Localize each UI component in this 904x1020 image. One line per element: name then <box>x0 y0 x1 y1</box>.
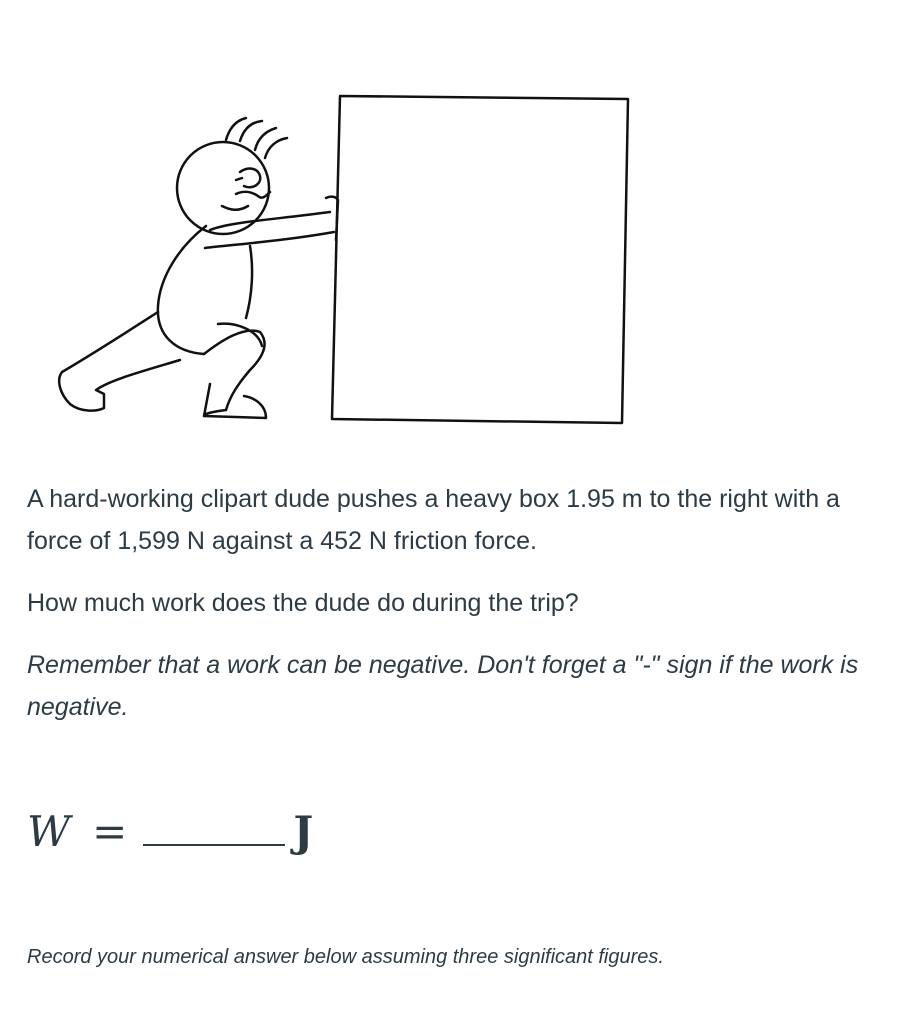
equation-equals: = <box>92 807 128 856</box>
answer-instruction: Record your numerical answer below assuming three significant figures. <box>27 946 664 968</box>
question-paragraph-1: A hard-working clipart dude pushes a heavy box 1.95 m to the right with a force of 1,599 N against a 452 N friction force. <box>27 485 840 555</box>
clipart-dude-pushing-box-icon <box>40 80 660 440</box>
question-text <box>27 478 887 748</box>
question-paragraph-2: How much work does the dude do during the trip? <box>27 589 579 617</box>
equation-variable: W <box>27 807 71 856</box>
equation-unit: J <box>293 807 314 856</box>
answer-blank <box>143 844 285 846</box>
box-outline <box>332 96 628 423</box>
question-note: Remember that a work can be negative. Don't forget a "-" sign if the work is negative. <box>27 651 859 721</box>
answer-equation <box>27 800 313 856</box>
